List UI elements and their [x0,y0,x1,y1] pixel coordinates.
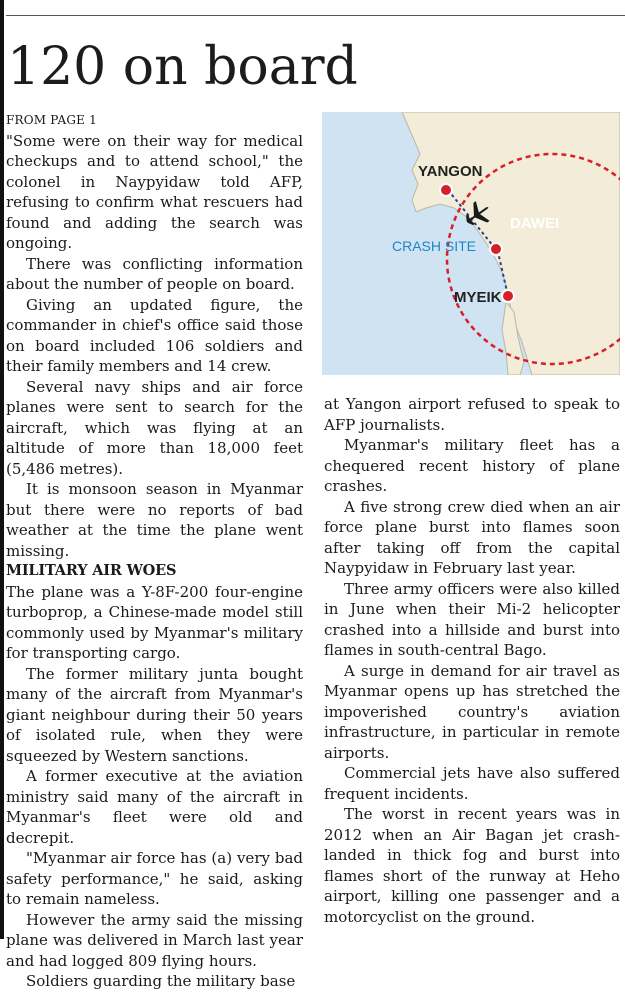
left-column [6,110,303,992]
from-page-kicker: FROM PAGE 1 [6,113,97,127]
yangon-marker [440,184,452,196]
crash-site-map [322,112,620,375]
right-column [324,394,620,927]
section-subhead: MILITARY AIR WOES [6,562,177,579]
paragraph: Giving an updated figure, the commander in chief's office said those on board included 106 soldiers and their family members and 14 crew. [6,295,303,375]
paragraph: A surge in demand for air travel as Myanmar opens up has stretched the impoverished country's aviation infrastructure, in particular in remote airports. [324,661,620,762]
paragraph: "Some were on their way for medical checkups and to attend school," the colonel in Naypyidaw told AFP, refusing to confirm what rescuers had found and adding the search was ongoing. [6,131,303,252]
paragraph: A former executive at the aviation ministry said many of the aircraft in Myanmar's fleet were old and decrepit. [6,767,303,847]
myeik-marker [502,290,514,302]
left-border-rule [0,0,4,939]
paragraph: Myanmar's military fleet has a chequered recent history of plane crashes. [324,436,620,495]
paragraph: It is monsoon season in Myanmar but there were no reports of bad weather at the time the plane went missing. [6,480,303,560]
paragraph: Commercial jets have also suffered frequent incidents. [324,764,620,803]
paragraph: The former military junta bought many of the aircraft from Myanmar's giant neighbour during their 50 years of isolated rule, when they were squeezed by Western sanctions. [6,664,303,765]
map-graphic [322,112,620,375]
paragraph: The plane was a Y-8F-200 four-engine turboprop, a Chinese-made model still commonly used by Myanmar's military for transporting cargo. [6,582,303,662]
paragraph: A five strong crew died when an air force plane burst into flames soon after taking off from the capital Naypyidaw in February last year. [324,497,620,577]
paragraph: at Yangon airport refused to speak to AFP journalists. [324,395,620,434]
paragraph: There was conflicting information about the number of people on board. [6,254,303,293]
crash-site-label: CRASH SITE [392,238,477,254]
dawei-dot-icon [490,243,502,255]
paragraph: Three army officers were also killed in June when their Mi-2 helicopter crashed into a hillside and burst into flames in south-central Bago. [324,579,620,659]
paragraph: Soldiers guarding the military base [26,972,296,990]
yangon-dot-icon [440,184,452,196]
dawei-marker [490,243,502,255]
top-divider-rule [6,15,625,16]
headline: 120 on board [7,37,358,97]
paragraph: Several navy ships and air force planes were sent to search for the aircraft, which was flying at an altitude of more than 18,000 feet (5,486 metres). [6,377,303,478]
paragraph: "Myanmar air force has (a) very bad safety performance," he said, asking to remain nameless. [6,849,303,908]
paragraph: The worst in recent years was in 2012 when an Air Bagan jet crash-landed in thick fog and burst into flames short of the runway at Heho airport, killing one passenger and a motorcyclist on the ground. [324,805,620,926]
paragraph: However the army said the missing plane was delivered in March last year and had logged 809 flying hours. [6,910,303,970]
myeik-label: MYEIK [454,289,502,306]
myeik-dot-icon [502,290,514,302]
dawei-label: DAWEI [510,215,560,232]
yangon-label: YANGON [418,163,483,180]
